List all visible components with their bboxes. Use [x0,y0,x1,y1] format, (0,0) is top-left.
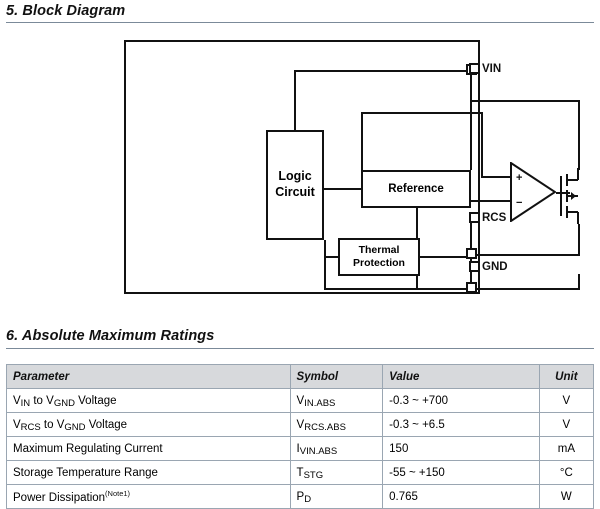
column-header-value: Value [383,365,540,389]
wire-logic-bottom [324,240,326,288]
opamp-symbol [510,162,556,222]
opamp-minus-input: − [516,197,523,209]
pin-label-gnd: GND [482,261,508,273]
table-row [7,413,594,437]
block-thermal-line2: Protection [353,257,405,269]
mosfet-symbol [556,168,588,224]
table-row [7,461,594,485]
pad-vin-outer [469,63,480,74]
column-header-parameter: Parameter [7,365,291,389]
cell-parameter: $V_{RCS}$ to $V_{GND}$ Voltage [7,413,291,437]
cell-value: -55 ~ +150 [383,461,540,485]
cell-symbol: $I_{VIN.ABS}$ [290,437,383,461]
absolute-maximum-ratings-table-wrap [6,364,594,509]
cell-symbol: $P_D$ [290,485,383,509]
wire-thermal-logic [324,256,338,258]
block-thermal-line1: Thermal [358,243,400,256]
cell-unit: W [539,485,593,509]
wire-logic-reference [324,188,361,190]
table-row [7,389,594,413]
table-head [7,365,594,389]
cell-unit: mA [539,437,593,461]
pin-label-vin: VIN [482,63,502,75]
wire-mos-source [578,224,580,256]
wire-thermal-right [420,256,470,258]
pad-gnd-outer [469,261,480,272]
block-logic-line1: Logic [278,169,312,184]
cell-value: -0.3 ~ +6.5 [383,413,540,437]
table-header-row [7,365,594,389]
wire-vin-rail [294,70,472,72]
wire-vin-to-mos [470,70,472,170]
wire-vin-top-rail [470,100,580,102]
cell-symbol: $V_{IN.ABS}$ [290,389,383,413]
pad-rcs [466,248,477,259]
cell-symbol: $T_{STG}$ [290,461,383,485]
block-reference-label: Reference [388,182,444,195]
section-heading-absolute-maximum-ratings: 6. Absolute Maximum Ratings [6,328,215,344]
cell-value: 0.765 [383,485,540,509]
cell-value: -0.3 ~ +700 [383,389,540,413]
cell-symbol: $V_{RCS.ABS}$ [290,413,383,437]
cell-unit: V [539,413,593,437]
wire-opamp-plus-drop [481,112,483,176]
column-header-unit: Unit [539,365,593,389]
cell-parameter: Maximum Regulating Current [7,437,291,461]
block-thermal-protection [338,238,420,276]
cell-unit: V [539,389,593,413]
wire-mos-drain [578,100,580,170]
block-logic-line2: Circuit [275,185,315,199]
section-heading-block-diagram: 5. Block Diagram [6,3,126,19]
absolute-maximum-ratings-table [6,364,594,509]
section-divider-1 [6,22,594,23]
wire-gnd-rail [416,288,578,290]
cell-unit: °C [539,461,593,485]
opamp-plus-input: + [516,172,523,184]
table-body [7,389,594,509]
wire-rcs-rail [470,254,580,256]
wire-reference-opamp [471,200,510,202]
wire-opamp-plus-in [481,176,510,178]
cell-parameter: Storage Temperature Range [7,461,291,485]
section-divider-2 [6,348,594,349]
cell-value: 150 [383,437,540,461]
pad-gnd [466,282,477,293]
pad-rcs-outer [469,212,480,223]
wire-upper-feedback [361,112,481,114]
pin-label-rcs: RCS [482,212,507,224]
cell-parameter: $V_{IN}$ to $V_{GND}$ Voltage [7,389,291,413]
block-logic-circuit [266,130,324,240]
cell-parameter: Power Dissipation$^{(Note1)}$ [7,485,291,509]
wire-gnd-drop [578,274,580,290]
block-reference [361,170,471,208]
wire-logic-top [294,70,296,130]
column-header-symbol: Symbol [290,365,383,389]
table-row [7,437,594,461]
